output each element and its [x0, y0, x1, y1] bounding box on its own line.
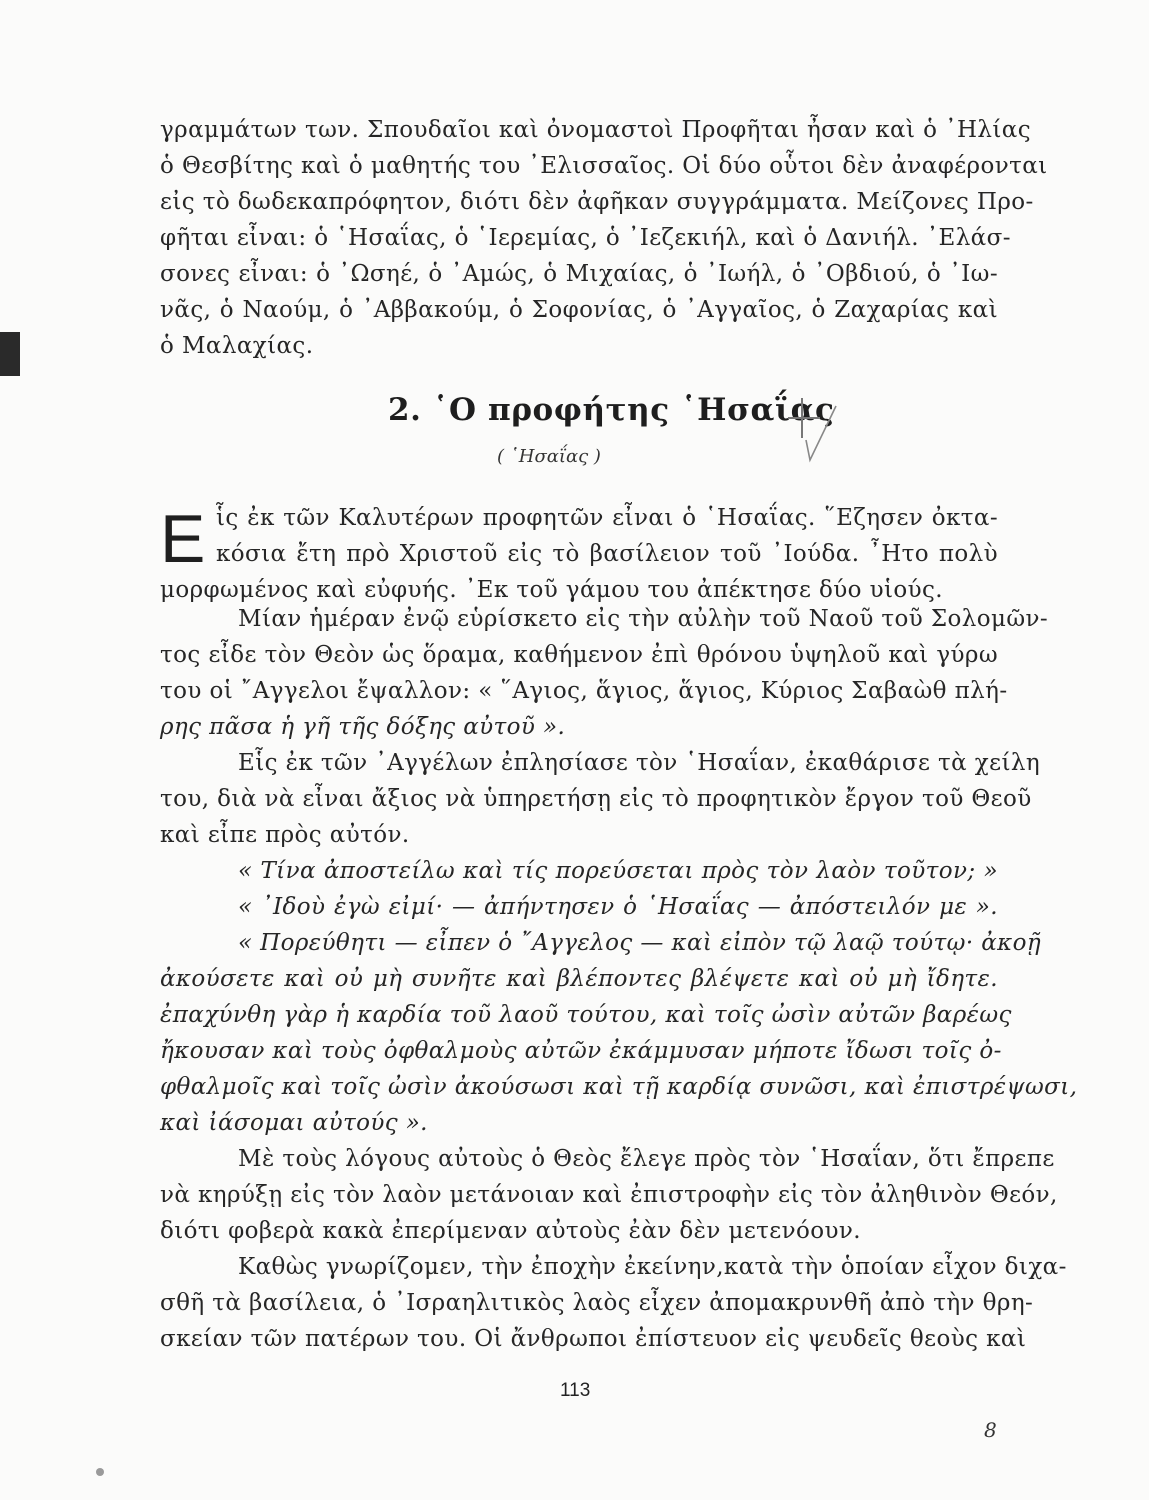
text-line: « ᾿Ιδοὺ ἐγὼ εἰμί· — ἀπήντησεν ὁ ῾Ησαΐας — ἀπόστειλόν με ». [238, 894, 998, 920]
text-line: τος εἶδε τὸν Θεὸν ὡς ὅραμα, καθήμενον ἐπὶ θρόνου ὑψηλοῦ καὶ γύρω [160, 642, 998, 668]
text-line: του οἱ ῎Αγγελοι ἔψαλλον: « ῞Αγιος, ἅγιος, ἅγιος, Κύριος Σαβαὼθ πλή- [160, 678, 1008, 704]
text-line: νὰ κηρύξῃ εἰς τὸν λαὸν μετάνοιαν καὶ ἐπιστροφὴν εἰς τὸν ἀληθινὸν Θεόν, [160, 1182, 1058, 1208]
text-line: φῆται εἶναι: ὁ ῾Ησαΐας, ὁ ῾Ιερεμίας, ὁ ᾿Ιεζεκιήλ, καὶ ὁ Δανιήλ. ᾿Ελάσ- [160, 225, 1011, 251]
text-line: Μίαν ἡμέραν ἐνῷ εὑρίσκετο εἰς τὴν αὐλὴν τοῦ Ναοῦ τοῦ Σολομῶν- [238, 606, 1049, 632]
section-heading: 2. ῾Ο προφήτης ῾Ησαΐας [388, 392, 835, 428]
text-line: ἤκουσαν καὶ τοὺς ὀφθαλμοὺς αὐτῶν ἐκάμμυσαν μήποτε ἴδωσι τοῖς ὀ- [160, 1038, 1002, 1064]
body-text [160, 601, 1078, 1357]
first-paragraph [160, 500, 998, 608]
page-number: 113 [560, 1380, 591, 1401]
text-line: « Πορεύθητι — εἶπεν ὁ ῎Αγγελος — καὶ εἰπὸν τῷ λαῷ τούτῳ· ἀκοῇ [238, 930, 1042, 956]
text-line: καὶ ἰάσομαι αὐτούς ». [160, 1110, 428, 1136]
text-line: εἰς τὸ δωδεκαπρόφητον, διότι δὲν ἀφῆκαν συγγράμματα. Μείζονες Προ- [160, 189, 1034, 215]
text-line: « Τίνα ἀποστείλω καὶ τίς πορεύσεται πρὸς τὸν λαὸν τοῦτον; » [238, 858, 998, 884]
text-line: Μὲ τοὺς λόγους αὐτοὺς ὁ Θεὸς ἔλεγε πρὸς τὸν ῾Ησαΐαν, ὅτι ἔπρεπε [238, 1146, 1055, 1172]
text-line: σκείαν τῶν πατέρων του. Οἱ ἄνθρωποι ἐπίστευον εἰς ψευδεῖς θεοὺς καὶ [160, 1326, 1027, 1352]
text-line: ὁ Μαλαχίας. [160, 333, 314, 359]
text-line: σονες εἶναι: ὁ ᾿Ωσηέ, ὁ ᾿Αμώς, ὁ Μιχαίας, ὁ ᾿Ιωήλ, ὁ ᾿Οβδιού, ὁ ᾿Ιω- [160, 261, 998, 287]
section-subheading: ( ῾Ησαΐας ) [497, 446, 601, 467]
drop-cap: Ε [160, 501, 206, 577]
scan-speck [96, 1468, 104, 1476]
scan-edge-mark [0, 332, 20, 376]
text-line: φθαλμοῖς καὶ τοῖς ὠσὶν ἀκούσωσι καὶ τῇ καρδίᾳ συνῶσι, καὶ ἐπιστρέψωσι, [160, 1074, 1078, 1100]
text-line: νᾶς, ὁ Ναούμ, ὁ ᾿Αββακούμ, ὁ Σοφονίας, ὁ ᾿Αγγαῖος, ὁ Ζαχαρίας καὶ [160, 297, 998, 323]
text-line: ἷς ἐκ τῶν Καλυτέρων προφητῶν εἶναι ὁ ῾Ησαΐας. ῞Εζησεν ὀκτα- [216, 505, 998, 531]
text-line: γραμμάτων των. Σπουδαῖοι καὶ ὀνομαστοὶ Προφῆται ἦσαν καὶ ὁ ᾿Ηλίας [160, 117, 1032, 143]
text-line: ὁ Θεσβίτης καὶ ὁ μαθητής του ᾿Ελισσαῖος. Οἱ δύο οὗτοι δὲν ἀναφέρονται [160, 153, 1048, 179]
pencil-mark-icon [780, 392, 840, 472]
text-line: ἐπαχύνθη γὰρ ἡ καρδία τοῦ λαοῦ τούτου, καὶ τοῖς ὠσὶν αὐτῶν βαρέως [160, 1002, 1012, 1028]
text-line: μορφωμένος καὶ εὐφυής. ᾿Εκ τοῦ γάμου του ἀπέκτησε δύο υἱούς. [160, 577, 944, 603]
text-line: Εἷς ἐκ τῶν ᾿Αγγέλων ἐπλησίασε τὸν ῾Ησαΐαν, ἐκαθάρισε τὰ χείλη [238, 750, 1041, 776]
text-line: του, διὰ νὰ εἶναι ἄξιος νὰ ὑπηρετήσῃ εἰς τὸ προφητικὸν ἔργον τοῦ Θεοῦ [160, 786, 1032, 812]
intro-paragraph [160, 112, 1048, 364]
text-line: ρης πᾶσα ἡ γῆ τῆς δόξης αὐτοῦ ». [160, 714, 566, 740]
signature-mark: 8 [984, 1418, 997, 1442]
text-line: κόσια ἔτη πρὸ Χριστοῦ εἰς τὸ βασίλειον τοῦ ᾿Ιούδα. ῏Ητο πολὺ [216, 541, 998, 567]
text-line: ἀκούσετε καὶ οὐ μὴ συνῆτε καὶ βλέποντες βλέψετε καὶ οὐ μὴ ἴδητε. [160, 966, 998, 992]
text-line: σθῆ τὰ βασίλεια, ὁ ᾿Ισραηλιτικὸς λαὸς εἶχεν ἀπομακρυνθῆ ἀπὸ τὴν θρη- [160, 1290, 1034, 1316]
text-line: καὶ εἶπε πρὸς αὐτόν. [160, 822, 410, 848]
text-line: διότι φοβερὰ κακὰ ἐπερίμεναν αὐτοὺς ἐὰν δὲν μετενόουν. [160, 1218, 861, 1244]
text-line: Καθὼς γνωρίζομεν, τὴν ἐποχὴν ἐκείνην,κατὰ τὴν ὁποίαν εἶχον διχα- [238, 1254, 1067, 1280]
